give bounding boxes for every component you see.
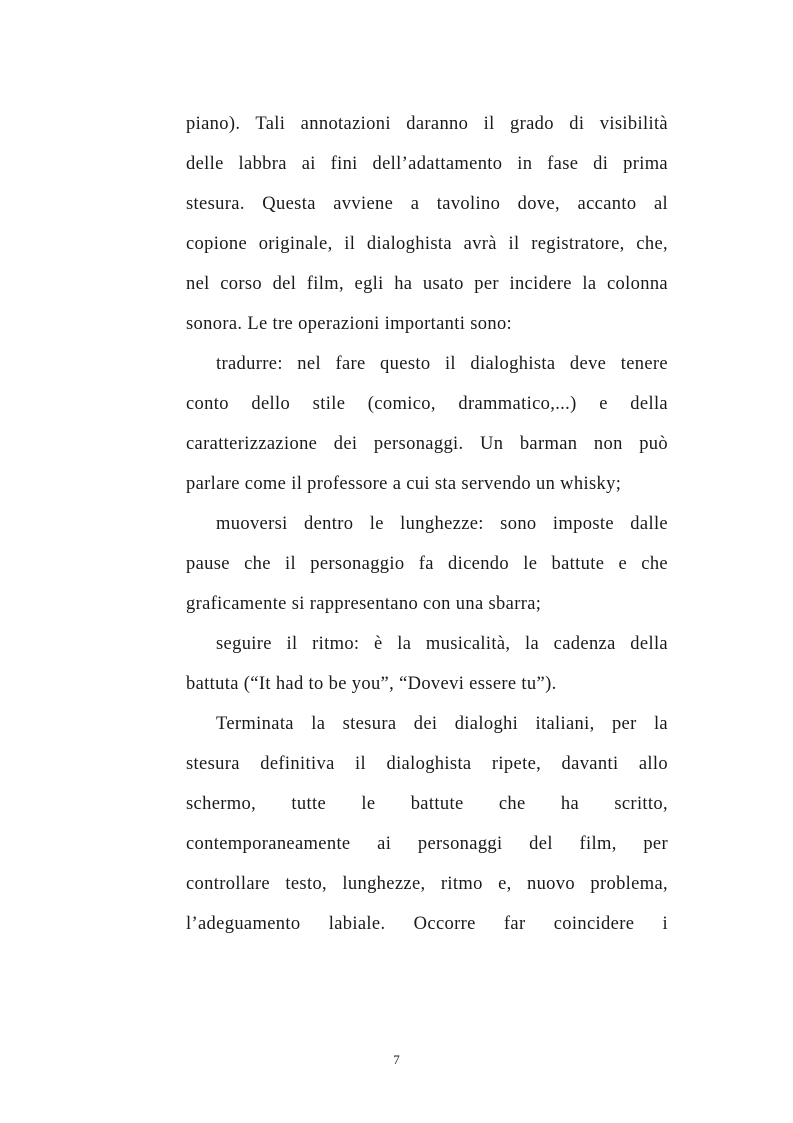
- text-line: piano). Tali annotazioni daranno il grado di visibilità: [186, 114, 668, 134]
- text-line: battuta (“It had to be you”, “Dovevi essere tu”).: [186, 674, 557, 694]
- text-line: seguire il ritmo: è la musicalità, la cadenza della: [216, 634, 668, 654]
- text-line: parlare come il professore a cui sta servendo un whisky;: [186, 474, 622, 494]
- text-line: muoversi dentro le lunghezze: sono imposte dalle: [216, 514, 668, 534]
- text-line: pause che il personaggio fa dicendo le battute e che: [186, 554, 668, 574]
- text-line: caratterizzazione dei personaggi. Un barman non può: [186, 434, 668, 454]
- page-number: 7: [393, 1052, 400, 1067]
- text-line: stesura definitiva il dialoghista ripete, davanti allo: [186, 754, 668, 774]
- body-text: [186, 104, 668, 944]
- text-line: sonora. Le tre operazioni importanti sono:: [186, 314, 513, 334]
- text-line: copione originale, il dialoghista avrà il registratore, che,: [186, 234, 668, 254]
- text-line: graficamente si rappresentano con una sbarra;: [186, 594, 542, 614]
- text-line: delle labbra ai fini dell’adattamento in fase di prima: [186, 154, 668, 174]
- text-line: conto dello stile (comico, drammatico,...) e della: [186, 394, 668, 414]
- text-line: stesura. Questa avviene a tavolino dove, accanto al: [186, 194, 668, 214]
- text-line: nel corso del film, egli ha usato per incidere la colonna: [186, 274, 668, 294]
- text-line: tradurre: nel fare questo il dialoghista deve tenere: [216, 354, 668, 374]
- text-line: Terminata la stesura dei dialoghi italiani, per la: [216, 714, 668, 734]
- text-line: l’adeguamento labiale. Occorre far coincidere i: [186, 914, 668, 934]
- text-line: schermo, tutte le battute che ha scritto,: [186, 794, 668, 814]
- text-line: controllare testo, lunghezze, ritmo e, nuovo problema,: [186, 874, 668, 894]
- text-line: contemporaneamente ai personaggi del film, per: [186, 834, 668, 854]
